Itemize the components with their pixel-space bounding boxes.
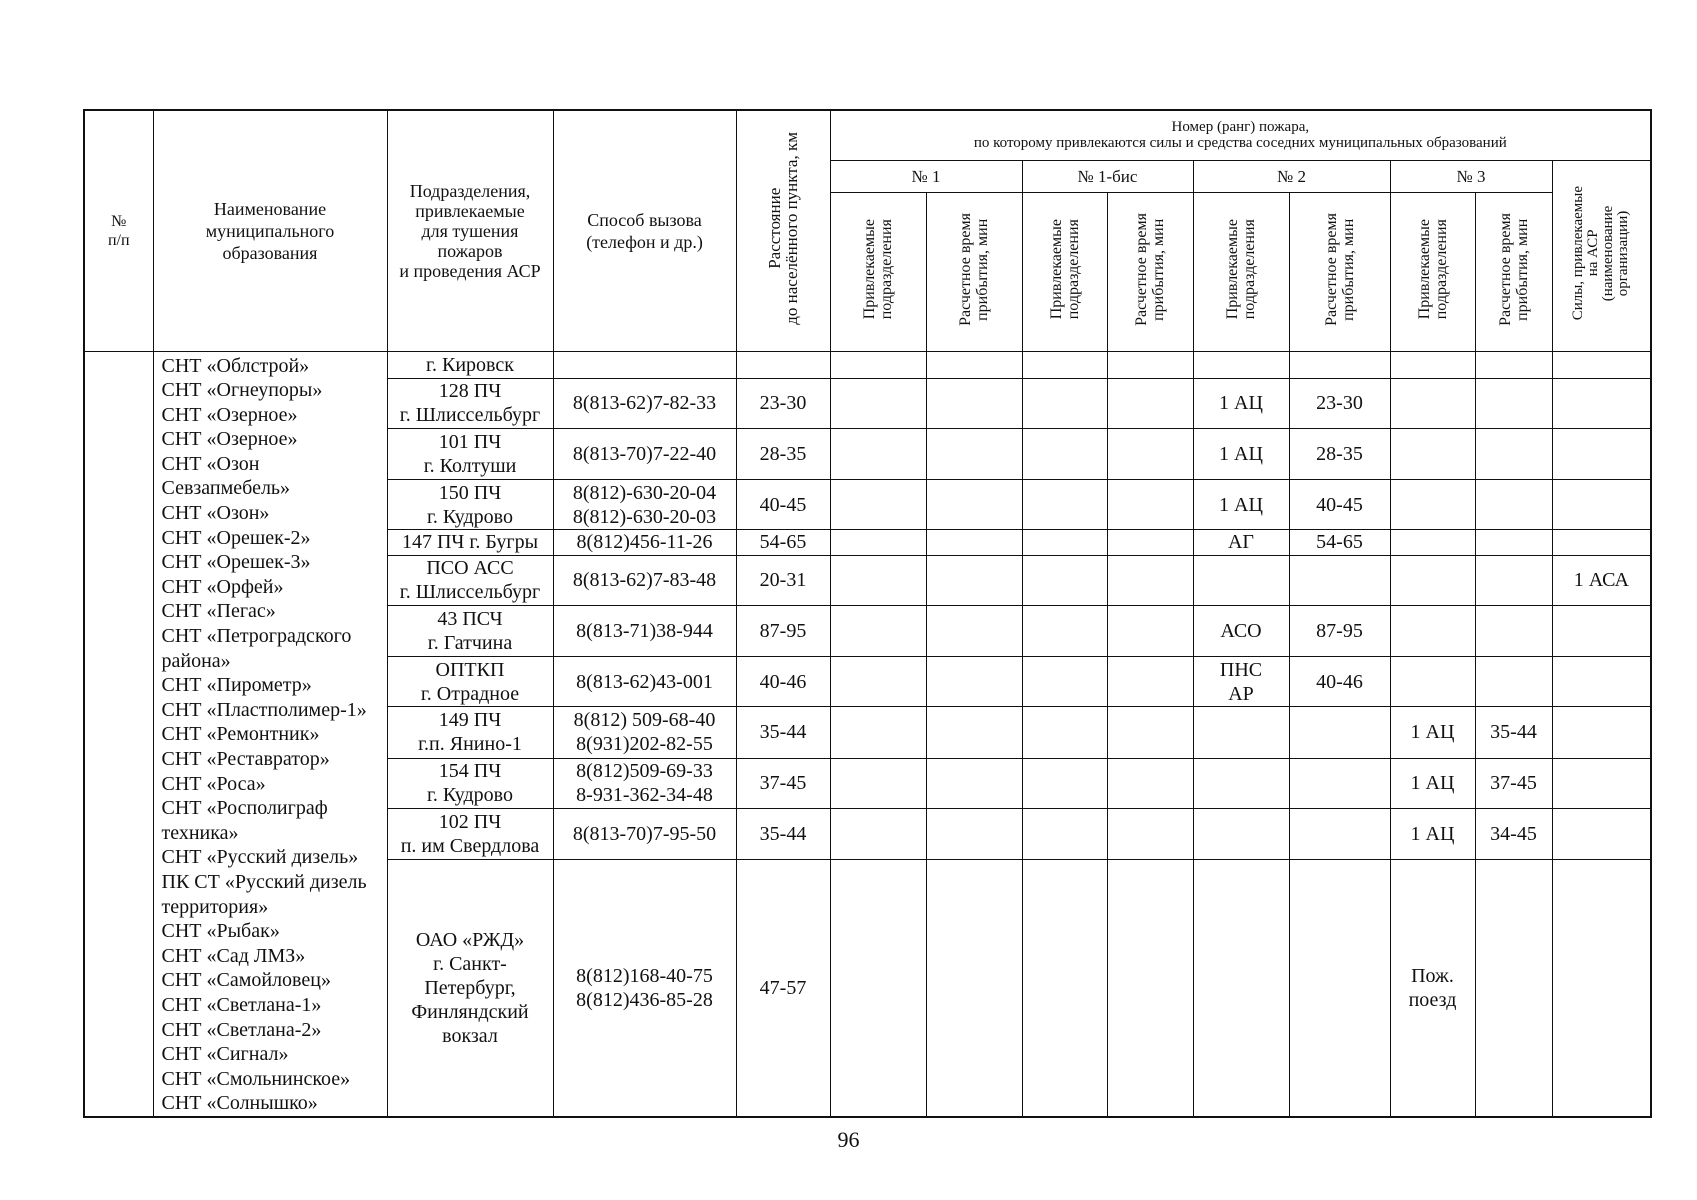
call-cell: 8(813-62)7-83-48 <box>553 555 736 605</box>
header-r1-units-cell <box>830 192 926 351</box>
r1-time-cell <box>926 657 1022 707</box>
header-r1bis-units: Привлекаемые подразделения <box>1047 218 1082 320</box>
r1-units-cell <box>830 860 926 1117</box>
r2-units-cell <box>1193 860 1289 1117</box>
num-cell <box>84 351 153 1117</box>
r2-units-cell <box>1193 758 1289 808</box>
header-distance: Расстояние до населённого пункта, км <box>765 131 801 325</box>
call-cell: 8(813-70)7-22-40 <box>553 428 736 479</box>
r1bis-time-cell <box>1107 808 1193 859</box>
header-r1-time: Расчетное время прибытия, мин <box>957 212 991 326</box>
header-asr: Силы, привлекаемые на АСР (наименование организации) <box>1570 185 1632 321</box>
r1bis-units-cell <box>1022 428 1107 479</box>
unit-cell: 149 ПЧ г.п. Янино-1 <box>387 707 553 758</box>
r2-time-cell <box>1289 555 1390 605</box>
header-num: № п/п <box>84 110 153 351</box>
r1-time-cell <box>926 555 1022 605</box>
asr-cell <box>1552 707 1651 758</box>
distance-cell: 87-95 <box>736 605 830 656</box>
r3-time-cell <box>1475 480 1552 530</box>
header-r2-time-cell <box>1289 192 1390 351</box>
asr-cell <box>1552 758 1651 808</box>
r3-units-cell <box>1390 351 1475 378</box>
r1bis-time-cell <box>1107 428 1193 479</box>
header-units: Подразделения, привлекаемые для тушения пожаров и проведения АСР <box>387 110 553 351</box>
r3-units-cell <box>1390 378 1475 428</box>
asr-cell <box>1552 351 1651 378</box>
call-cell: 8(813-62)43-001 <box>553 657 736 707</box>
call-cell: 8(812)168-40-75 8(812)436-85-28 <box>553 860 736 1117</box>
asr-cell <box>1552 428 1651 479</box>
header-r1bis-time: Расчетное время прибытия, мин <box>1133 212 1167 326</box>
r1-time-cell <box>926 860 1022 1117</box>
r1-units-cell <box>830 605 926 656</box>
r3-time-cell <box>1475 657 1552 707</box>
r2-time-cell <box>1289 860 1390 1117</box>
header-r3-units: Привлекаемые подразделения <box>1415 218 1450 320</box>
r1-units-cell <box>830 758 926 808</box>
r3-time-cell <box>1475 530 1552 555</box>
call-cell: 8(813-71)38-944 <box>553 605 736 656</box>
distance-cell: 40-45 <box>736 480 830 530</box>
distance-cell: 35-44 <box>736 707 830 758</box>
header-rank-title: Номер (ранг) пожара, по которому привлекаются силы и средства соседних муниципальных образований <box>830 110 1651 160</box>
r3-units-cell: Пож. поезд <box>1390 860 1475 1117</box>
distance-cell: 35-44 <box>736 808 830 859</box>
r1bis-time-cell <box>1107 758 1193 808</box>
r3-units-cell <box>1390 530 1475 555</box>
r1bis-units-cell <box>1022 351 1107 378</box>
asr-cell <box>1552 605 1651 656</box>
r2-units-cell: 1 АЦ <box>1193 378 1289 428</box>
asr-cell: 1 АСА <box>1552 555 1651 605</box>
unit-cell: 147 ПЧ г. Бугры <box>387 530 553 555</box>
r3-units-cell <box>1390 605 1475 656</box>
distance-cell: 40-46 <box>736 657 830 707</box>
r2-time-cell: 40-45 <box>1289 480 1390 530</box>
r1bis-time-cell <box>1107 605 1193 656</box>
header-rank-2: № 2 <box>1193 160 1390 192</box>
r1-time-cell <box>926 605 1022 656</box>
r1-time-cell <box>926 378 1022 428</box>
r1bis-units-cell <box>1022 657 1107 707</box>
call-cell: 8(812) 509-68-40 8(931)202-82-55 <box>553 707 736 758</box>
r1-units-cell <box>830 530 926 555</box>
call-cell: 8(813-62)7-82-33 <box>553 378 736 428</box>
r1-units-cell <box>830 555 926 605</box>
r1bis-time-cell <box>1107 555 1193 605</box>
r3-units-cell <box>1390 428 1475 479</box>
r2-units-cell: ПНС АР <box>1193 657 1289 707</box>
distance-cell <box>736 351 830 378</box>
r1-time-cell <box>926 758 1022 808</box>
r1-units-cell <box>830 428 926 479</box>
header-r2-units-cell <box>1193 192 1289 351</box>
r2-time-cell <box>1289 808 1390 859</box>
header-rank-1bis: № 1-бис <box>1022 160 1193 192</box>
distance-cell: 23-30 <box>736 378 830 428</box>
asr-cell <box>1552 808 1651 859</box>
r3-units-cell: 1 АЦ <box>1390 758 1475 808</box>
call-cell: 8(812)-630-20-04 8(812)-630-20-03 <box>553 480 736 530</box>
r1bis-time-cell <box>1107 530 1193 555</box>
distance-cell: 47-57 <box>736 860 830 1117</box>
unit-cell: 128 ПЧ г. Шлиссельбург <box>387 378 553 428</box>
header-rank-1: № 1 <box>830 160 1022 192</box>
r3-time-cell <box>1475 378 1552 428</box>
header-r1bis-units-cell <box>1022 192 1107 351</box>
r2-time-cell: 54-65 <box>1289 530 1390 555</box>
r3-units-cell: 1 АЦ <box>1390 707 1475 758</box>
r1-units-cell <box>830 707 926 758</box>
r3-time-cell: 34-45 <box>1475 808 1552 859</box>
r1bis-units-cell <box>1022 378 1107 428</box>
r1-time-cell <box>926 808 1022 859</box>
r1bis-units-cell <box>1022 808 1107 859</box>
r2-time-cell <box>1289 351 1390 378</box>
r3-time-cell: 37-45 <box>1475 758 1552 808</box>
unit-cell: г. Кировск <box>387 351 553 378</box>
call-cell: 8(812)456-11-26 <box>553 530 736 555</box>
r1bis-units-cell <box>1022 758 1107 808</box>
r1bis-time-cell <box>1107 351 1193 378</box>
r1-units-cell <box>830 657 926 707</box>
r1-time-cell <box>926 707 1022 758</box>
call-cell: 8(812)509-69-33 8-931-362-34-48 <box>553 758 736 808</box>
unit-cell: 150 ПЧ г. Кудрово <box>387 480 553 530</box>
header-rank-3: № 3 <box>1390 160 1552 192</box>
r2-time-cell <box>1289 707 1390 758</box>
r1bis-time-cell <box>1107 657 1193 707</box>
r1-time-cell <box>926 480 1022 530</box>
table-row <box>84 351 1651 378</box>
header-r2-units: Привлекаемые подразделения <box>1224 218 1258 320</box>
r3-time-cell <box>1475 555 1552 605</box>
distance-cell: 28-35 <box>736 428 830 479</box>
header-r1bis-time-cell <box>1107 192 1193 351</box>
header-r3-time-cell <box>1475 192 1552 351</box>
r3-time-cell <box>1475 428 1552 479</box>
header-municipality: Наименование муниципального образования <box>153 110 387 351</box>
r3-units-cell <box>1390 480 1475 530</box>
unit-cell: 101 ПЧ г. Колтуши <box>387 428 553 479</box>
r1bis-units-cell <box>1022 707 1107 758</box>
r2-units-cell: 1 АЦ <box>1193 428 1289 479</box>
r1-units-cell <box>830 480 926 530</box>
header-asr-cell <box>1552 160 1651 351</box>
header-r1-time-cell <box>926 192 1022 351</box>
r1bis-time-cell <box>1107 707 1193 758</box>
r1bis-units-cell <box>1022 605 1107 656</box>
header-r1-units: Привлекаемые подразделения <box>861 218 895 320</box>
r2-time-cell: 28-35 <box>1289 428 1390 479</box>
r1-time-cell <box>926 530 1022 555</box>
asr-cell <box>1552 480 1651 530</box>
r1-time-cell <box>926 351 1022 378</box>
call-cell: 8(813-70)7-95-50 <box>553 808 736 859</box>
header-r3-time: Расчетное время прибытия, мин <box>1496 212 1531 326</box>
r1-units-cell <box>830 808 926 859</box>
r2-time-cell: 87-95 <box>1289 605 1390 656</box>
asr-cell <box>1552 530 1651 555</box>
r2-units-cell <box>1193 707 1289 758</box>
call-cell <box>553 351 736 378</box>
r1bis-units-cell <box>1022 530 1107 555</box>
unit-cell: ОПТКП г. Отрадное <box>387 657 553 707</box>
r2-units-cell <box>1193 351 1289 378</box>
asr-cell <box>1552 657 1651 707</box>
r2-units-cell <box>1193 808 1289 859</box>
r2-time-cell: 40-46 <box>1289 657 1390 707</box>
asr-cell <box>1552 378 1651 428</box>
r3-time-cell: 35-44 <box>1475 707 1552 758</box>
unit-cell: 43 ПСЧ г. Гатчина <box>387 605 553 656</box>
asr-cell <box>1552 860 1651 1117</box>
distance-cell: 20-31 <box>736 555 830 605</box>
header-r2-time: Расчетное время прибытия, мин <box>1322 212 1357 326</box>
r3-time-cell <box>1475 605 1552 656</box>
r1bis-time-cell <box>1107 480 1193 530</box>
header-call-method: Способ вызова (телефон и др.) <box>553 110 736 351</box>
page-number: 96 <box>837 1127 860 1152</box>
municipality-list: СНТ «Облстрой» СНТ «Огнеупоры» СНТ «Озерное» СНТ «Озерное» СНТ «Озон Севзапмебель» СНТ «Озон» СНТ «Орешек-2» СНТ «Орешек-3» СНТ «Орфей» СНТ «Пегас» СНТ «Петроградского района» СНТ «Пирометр» СНТ «Пластполимер-1» СНТ «Ремонтник» СНТ «Реставратор» СНТ «Роса» СНТ «Росполиграф техника» СНТ «Русский дизель» ПК СТ «Русский дизель территория» СНТ «Рыбак» СНТ «Сад ЛМЗ» СНТ «Самойловец» СНТ «Светлана-1» СНТ «Светлана-2» СНТ «Сигнал» СНТ «Смольнинское» СНТ «Солнышко» <box>153 351 387 1117</box>
unit-cell: ОАО «РЖД» г. Санкт- Петербург, Финляндский вокзал <box>387 860 553 1117</box>
r2-units-cell: 1 АЦ <box>1193 480 1289 530</box>
r1-time-cell <box>926 428 1022 479</box>
distance-cell: 54-65 <box>736 530 830 555</box>
r3-units-cell <box>1390 657 1475 707</box>
r2-units-cell: АГ <box>1193 530 1289 555</box>
r1bis-time-cell <box>1107 860 1193 1117</box>
r2-units-cell: АСО <box>1193 605 1289 656</box>
r3-units-cell <box>1390 555 1475 605</box>
r2-time-cell: 23-30 <box>1289 378 1390 428</box>
r3-time-cell <box>1475 351 1552 378</box>
distance-cell: 37-45 <box>736 758 830 808</box>
r1-units-cell <box>830 378 926 428</box>
r1bis-units-cell <box>1022 480 1107 530</box>
unit-cell: ПСО АСС г. Шлиссельбург <box>387 555 553 605</box>
r3-units-cell: 1 АЦ <box>1390 808 1475 859</box>
fire-forces-table <box>83 109 1652 1118</box>
r1bis-units-cell <box>1022 860 1107 1117</box>
header-r3-units-cell <box>1390 192 1475 351</box>
r1bis-time-cell <box>1107 378 1193 428</box>
r1bis-units-cell <box>1022 555 1107 605</box>
header-distance-cell <box>736 110 830 351</box>
r2-units-cell <box>1193 555 1289 605</box>
r3-time-cell <box>1475 860 1552 1117</box>
r2-time-cell <box>1289 758 1390 808</box>
unit-cell: 154 ПЧ г. Кудрово <box>387 758 553 808</box>
r1-units-cell <box>830 351 926 378</box>
unit-cell: 102 ПЧ п. им Свердлова <box>387 808 553 859</box>
